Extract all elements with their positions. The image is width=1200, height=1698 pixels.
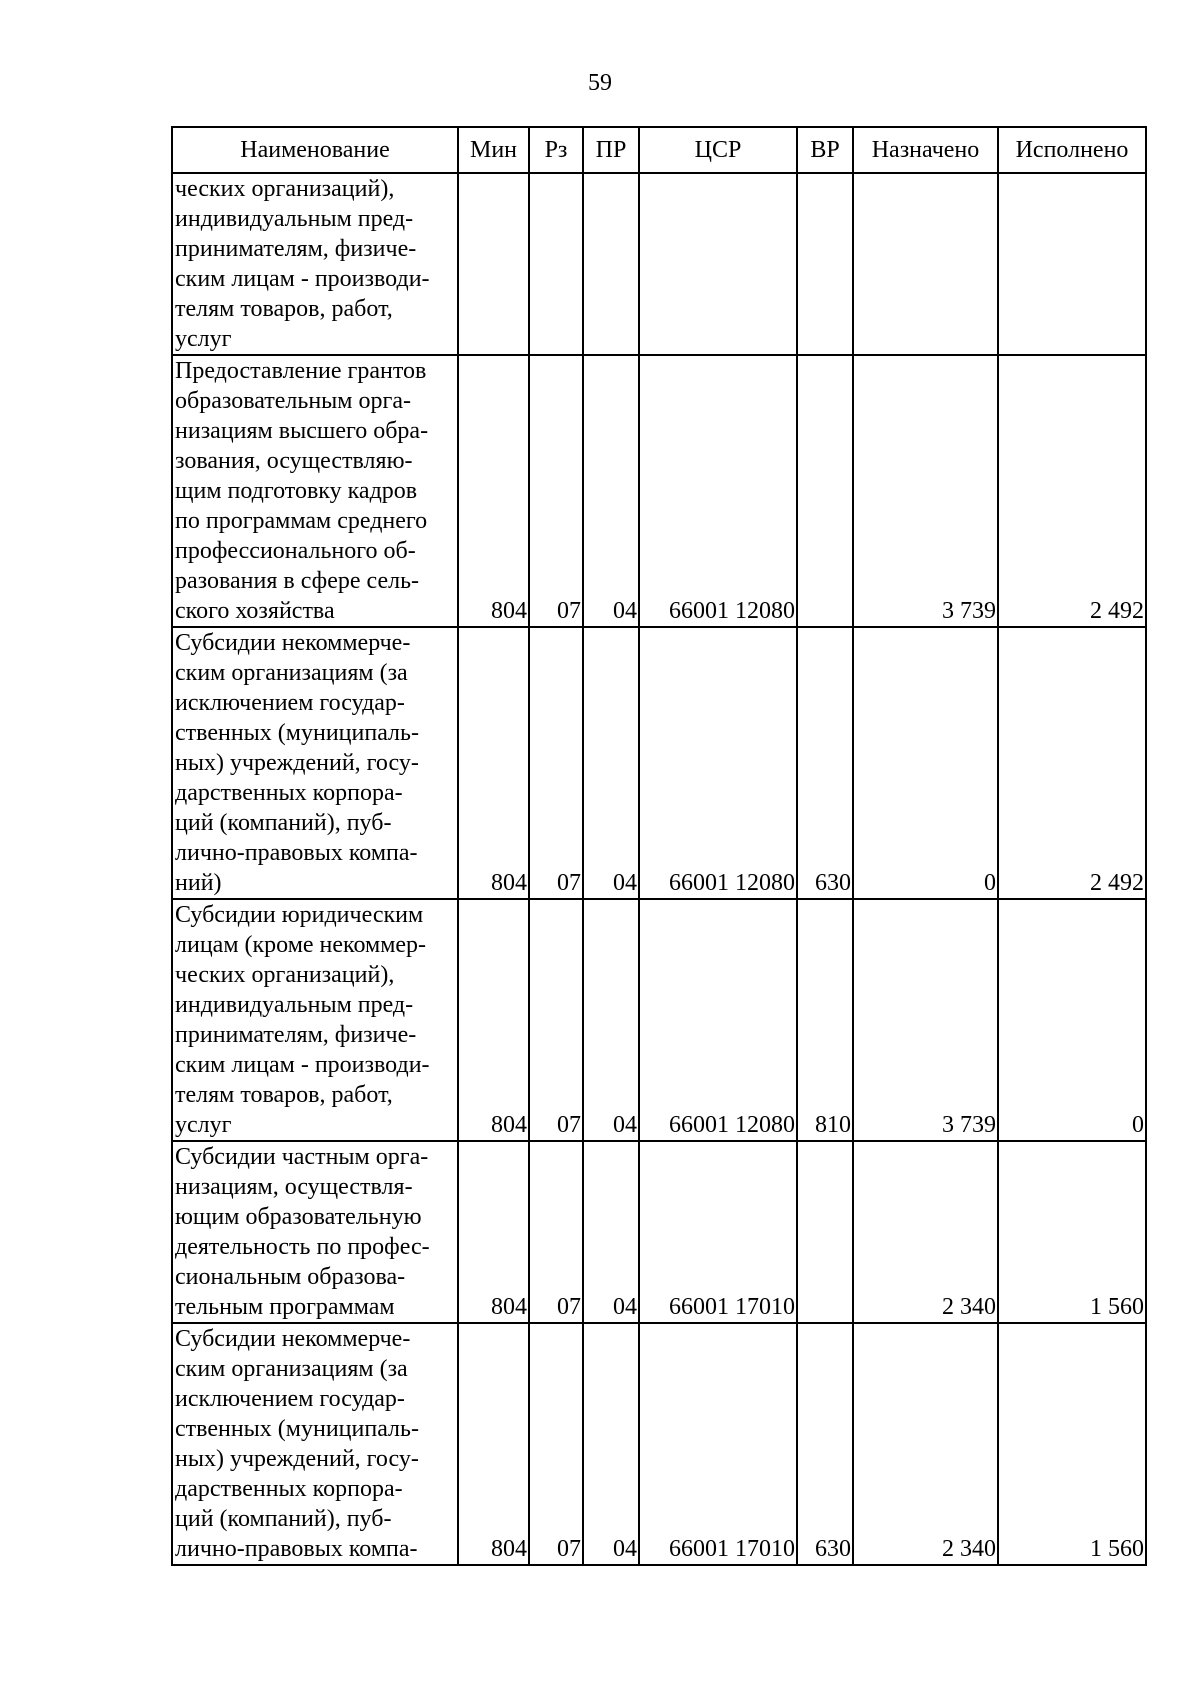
header-assigned: Назначено — [853, 127, 998, 173]
header-min: Мин — [458, 127, 529, 173]
header-name: Наименование — [172, 127, 458, 173]
row-name: Субсидии частным орга- низациям, осуществля- ющим образовательную деятельность по профес- сиональным образова- тельным программам — [172, 1141, 458, 1323]
table-row — [172, 173, 1146, 355]
row-name: Предоставление грантов образовательным орга- низациям высшего обра- зования, осуществляю- щим подготовку кадров по программам среднего профессионального об- разования в сфере сель- ского хозяйства — [172, 355, 458, 627]
row-rz: 07 — [529, 1323, 583, 1565]
row-rz: 07 — [529, 899, 583, 1141]
table-row — [172, 355, 1146, 627]
row-min: 804 — [458, 1323, 529, 1565]
row-pr: 04 — [583, 627, 639, 899]
row-min: 804 — [458, 627, 529, 899]
row-pr: 04 — [583, 355, 639, 627]
row-executed: 0 — [998, 899, 1146, 1141]
row-vr: 630 — [797, 627, 853, 899]
row-vr — [797, 173, 853, 355]
row-csr: 66001 12080 — [639, 899, 797, 1141]
header-pr: ПР — [583, 127, 639, 173]
row-assigned: 2 340 — [853, 1141, 998, 1323]
header-csr: ЦСР — [639, 127, 797, 173]
row-executed: 1 560 — [998, 1323, 1146, 1565]
row-executed: 2 492 — [998, 355, 1146, 627]
header-vr: ВР — [797, 127, 853, 173]
row-csr: 66001 12080 — [639, 627, 797, 899]
row-vr: 810 — [797, 899, 853, 1141]
table-row — [172, 1323, 1146, 1565]
budget-table — [171, 126, 1147, 1566]
row-rz: 07 — [529, 1141, 583, 1323]
row-rz: 07 — [529, 627, 583, 899]
row-assigned: 2 340 — [853, 1323, 998, 1565]
row-assigned: 3 739 — [853, 355, 998, 627]
row-pr: 04 — [583, 899, 639, 1141]
row-assigned: 3 739 — [853, 899, 998, 1141]
row-name: Субсидии некоммерче- ским организациям (за исключением государ- ственных (муниципаль- ных) учреждений, госу- дарственных корпора- ций (компаний), пуб- лично-правовых компа- ний) — [172, 627, 458, 899]
header-rz: Рз — [529, 127, 583, 173]
table-row — [172, 627, 1146, 899]
row-name: ческих организаций), индивидуальным пред- принимателям, физиче- ским лицам - производи- телям товаров, работ, услуг — [172, 173, 458, 355]
row-csr: 66001 17010 — [639, 1323, 797, 1565]
row-min: 804 — [458, 899, 529, 1141]
header-executed: Исполнено — [998, 127, 1146, 173]
row-csr — [639, 173, 797, 355]
row-pr — [583, 173, 639, 355]
page-number: 59 — [588, 70, 612, 96]
row-vr: 630 — [797, 1323, 853, 1565]
row-name: Субсидии некоммерче- ским организациям (за исключением государ- ственных (муниципаль- ных) учреждений, госу- дарственных корпора- ций (компаний), пуб- лично-правовых компа- — [172, 1323, 458, 1565]
table-row — [172, 1141, 1146, 1323]
row-rz: 07 — [529, 355, 583, 627]
row-csr: 66001 12080 — [639, 355, 797, 627]
row-min: 804 — [458, 1141, 529, 1323]
table-header-row — [172, 127, 1146, 173]
row-executed: 2 492 — [998, 627, 1146, 899]
row-executed — [998, 173, 1146, 355]
row-vr — [797, 355, 853, 627]
row-pr: 04 — [583, 1141, 639, 1323]
row-min: 804 — [458, 355, 529, 627]
row-name: Субсидии юридическим лицам (кроме некоммер- ческих организаций), индивидуальным пред- принимателям, физиче- ским лицам - производи- телям товаров, работ, услуг — [172, 899, 458, 1141]
row-csr: 66001 17010 — [639, 1141, 797, 1323]
row-rz — [529, 173, 583, 355]
row-executed: 1 560 — [998, 1141, 1146, 1323]
row-assigned: 0 — [853, 627, 998, 899]
row-pr: 04 — [583, 1323, 639, 1565]
row-vr — [797, 1141, 853, 1323]
row-min — [458, 173, 529, 355]
row-assigned — [853, 173, 998, 355]
table-row — [172, 899, 1146, 1141]
